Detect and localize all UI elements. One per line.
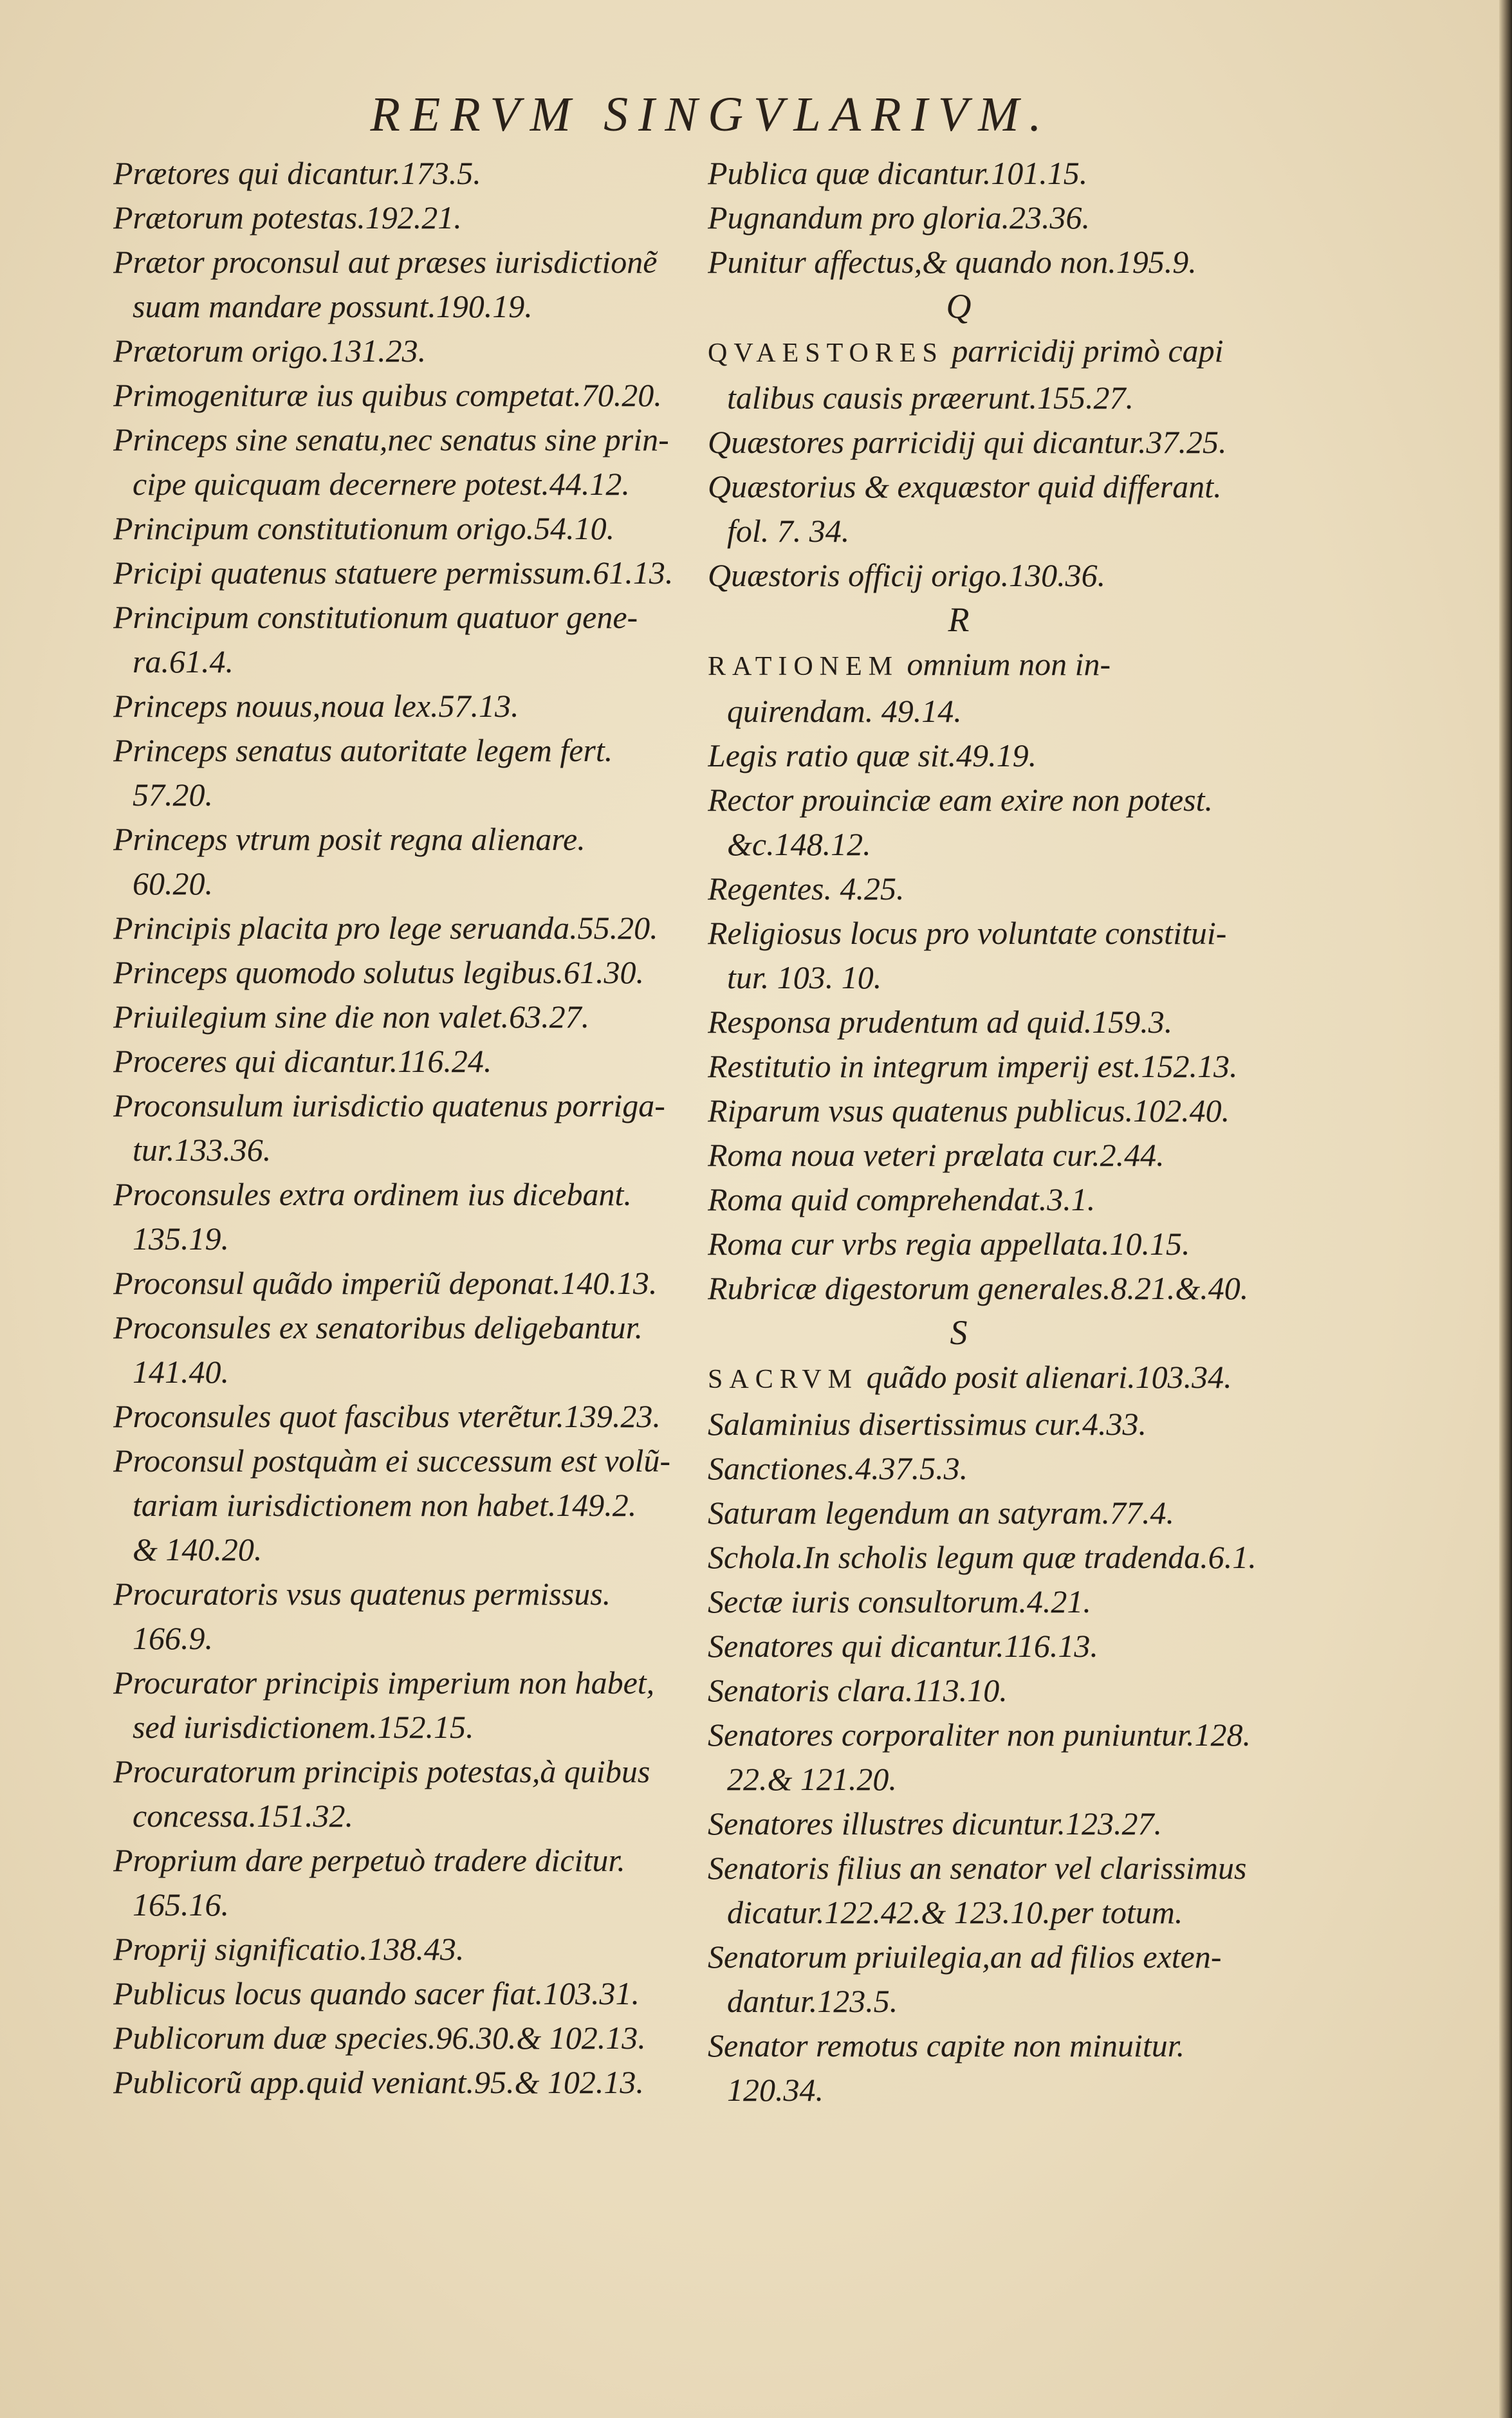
index-entry [708,1133,1280,1177]
entry-line: Quæstoris officij origo.130.36. [708,557,1106,593]
entry-line: Restitutio in integrum imperij est.152.13. [708,1048,1238,1084]
entry-line: Rubricæ digestorum generales.8.21.&.40. [708,1270,1249,1306]
entry-line: Senatoris clara.113.10. [708,1672,1008,1708]
index-entry [708,1535,1280,1580]
running-head: RERVM SINGVLARIVM. [370,88,1052,142]
index-entry [708,867,1280,911]
entry-line: Principum constitutionum origo.54.10. [113,510,615,546]
index-entry [708,642,1280,734]
entry-continuation: 135.19. [133,1221,229,1257]
section-letter: Q [946,287,972,326]
index-entry [113,373,679,418]
entry-line: Roma quid comprehendat.3.1. [708,1181,1096,1217]
index-entry [113,1838,679,1927]
entry-continuation: 165.16. [133,1887,229,1923]
entry-continuation: tur.133.36. [133,1132,272,1168]
entry-continuation: 22.& 121.20. [727,1761,897,1797]
entry-continuation: dicatur.122.42.& 123.10.per totum. [727,1894,1183,1930]
entry-line: Legis ratio quæ sit.49.19. [708,737,1037,773]
entry-line: Procuratorum principis potestas,à quibus [113,1753,650,1789]
left-column [113,151,679,2105]
entry-line: Prætorum potestas.192.21. [113,199,462,235]
index-entry [113,329,679,373]
entry-line: Prætorum origo.131.23. [113,333,427,369]
index-entry [113,1661,679,1749]
entry-line: Publicorum duæ species.96.30.& 102.13. [113,2020,646,2056]
index-entry [113,1927,679,1971]
index-entry [708,1846,1280,1935]
entry-continuation: 141.40. [133,1354,229,1390]
index-entry [113,1394,679,1439]
entry-line: Senatoris filius an senator vel clarissimus [708,1850,1247,1886]
index-entry [113,1439,679,1572]
entry-line: Roma cur vrbs regia appellata.10.15. [708,1226,1190,1262]
entry-line: Senatores illustres dicuntur.123.27. [708,1805,1163,1841]
entry-continuation: quirendam. 49.14. [727,693,962,729]
entry-line: Pugnandum pro gloria.23.36. [708,199,1090,235]
index-entry [708,1222,1280,1266]
entry-line: Proconsul postquàm ei successum est volũ- [113,1443,671,1479]
entry-continuation: 60.20. [133,865,213,901]
entry-continuation: sed iurisdictionem.152.15. [133,1709,474,1745]
entry-line: Princeps quomodo solutus legibus.61.30. [113,954,644,990]
index-entry [113,1039,679,1084]
index-entry [113,1172,679,1261]
index-entry [708,553,1280,598]
index-entry [708,1935,1280,2024]
index-entry [113,684,679,728]
index-entry [708,1580,1280,1624]
entry-line: Senatores qui dicantur.116.13. [708,1628,1098,1664]
index-entry [113,2016,679,2060]
entry-continuation: fol. 7. 34. [727,513,850,549]
index-entry [708,911,1280,1000]
index-entry [708,1446,1280,1491]
index-entry [113,418,679,506]
index-entry [113,1572,679,1661]
entry-line: Senatorum priuilegia,an ad filios exten- [708,1939,1222,1975]
entry-line: Senator remotus capite non minuitur. [708,2027,1185,2063]
entry-continuation: tariam iurisdictionem non habet.149.2. [133,1487,637,1523]
entry-line: Pricipi quatenus statuere permissum.61.13. [113,555,674,591]
index-entry [708,1089,1280,1133]
entry-line: Priuilegium sine die non valet.63.27. [113,999,590,1035]
entry-line: Quæstorius & exquæstor quid differant. [708,468,1222,504]
entry-line: Senatores corporaliter non puniuntur.128. [708,1717,1251,1753]
entry-continuation: & 140.20. [133,1531,263,1567]
entry-line: Publicorũ app.quid veniant.95.& 102.13. [113,2064,644,2100]
entry-continuation: 166.9. [133,1620,213,1656]
index-entry [708,151,1280,196]
index-entry [708,1491,1280,1535]
index-entry [708,240,1280,284]
entry-line: RATIONEM omnium non in- [708,646,1111,682]
entry-line: Principis placita pro lege seruanda.55.20. [113,910,658,946]
index-entry [113,906,679,950]
entry-line: Rector prouinciæ eam exire non potest. [708,782,1213,818]
entry-line: Procurator principis imperium non habet, [113,1665,655,1701]
entry-line: Procuratoris vsus quatenus permissus. [113,1576,611,1612]
entry-line: Proconsules extra ordinem ius dicebant. [113,1176,632,1212]
entry-line: SACRVM quãdo posit alienari.103.34. [708,1359,1232,1395]
index-entry [113,151,679,196]
page-edge-shadow [1499,0,1512,2418]
index-entry [708,1177,1280,1222]
entry-line: Salaminius disertissimus cur.4.33. [708,1406,1147,1442]
entry-continuation: cipe quicquam decernere potest.44.12. [133,466,630,502]
entry-line: Publicus locus quando sacer fiat.103.31. [113,1975,640,2011]
entry-continuation: 57.20. [133,777,213,813]
section-letter: S [950,1313,968,1352]
entry-line: Regentes. 4.25. [708,871,905,907]
entry-line: QVAESTORES parricidij primò capi [708,333,1224,369]
index-entry [708,420,1280,465]
entry-line: Proprij significatio.138.43. [113,1931,465,1967]
entry-line: Sanctiones.4.37.5.3. [708,1450,968,1486]
entry-line: Religiosus locus pro voluntate constitui- [708,915,1227,951]
index-entry [113,595,679,684]
entry-line: Proconsul quãdo imperiũ deponat.140.13. [113,1265,658,1301]
index-entry [113,1261,679,1306]
entry-continuation: concessa.151.32. [133,1798,353,1834]
entry-line: Princeps senatus autoritate legem fert. [113,732,613,768]
entry-continuation: tur. 103. 10. [727,959,882,995]
index-entry [708,1802,1280,1846]
index-entry [708,1355,1280,1402]
entry-line: Punitur affectus,& quando non.195.9. [708,244,1197,280]
entry-line: Proconsulum iurisdictio quatenus porriga- [113,1087,665,1123]
entry-line: Proprium dare perpetuò tradere dicitur. [113,1842,625,1878]
index-entry [113,551,679,595]
entry-line: Sectæ iuris consultorum.4.21. [708,1583,1091,1620]
index-entry [708,1402,1280,1446]
entry-line: Schola.In scholis legum quæ tradenda.6.1. [708,1539,1257,1575]
index-entry [708,1000,1280,1044]
entry-line: Princeps sine senatu,nec senatus sine prin- [113,421,669,457]
index-entry [113,2060,679,2105]
index-entry [113,728,679,817]
entry-line: Primogenituræ ius quibus competat.70.20. [113,377,662,413]
entry-continuation: 120.34. [727,2072,824,2108]
index-entry [708,1266,1280,1311]
entry-continuation: talibus causis præerunt.155.27. [727,380,1134,416]
entry-line: Prætor proconsul aut præses iurisdictionẽ [113,244,658,280]
index-entry [708,196,1280,240]
index-entry [708,734,1280,778]
entry-continuation: dantur.123.5. [727,1983,898,2019]
index-entry [113,1306,679,1394]
entry-line: Riparum vsus quatenus publicus.102.40. [708,1093,1230,1129]
index-entry [113,240,679,329]
index-entry [708,2024,1280,2112]
index-entry [708,329,1280,420]
entry-line: Saturam legendum an satyram.77.4. [708,1495,1174,1531]
entry-line: Principum constitutionum quatuor gene- [113,599,638,635]
entry-line: Princeps nouus,noua lex.57.13. [113,688,519,724]
entry-line: Quæstores parricidij qui dicantur.37.25. [708,424,1227,460]
entry-line: Roma noua veteri prælata cur.2.44. [708,1137,1165,1173]
entry-line: Prætores qui dicantur.173.5. [113,155,481,191]
index-entry [113,995,679,1039]
index-entry [708,465,1280,553]
index-entry [113,506,679,551]
index-entry [113,1971,679,2016]
index-entry [113,196,679,240]
entry-line: Publica quæ dicantur.101.15. [708,155,1088,191]
entry-line: Princeps vtrum posit regna alienare. [113,821,585,857]
right-column [708,151,1280,2112]
entry-continuation: suam mandare possunt.190.19. [133,288,533,324]
entry-line: Responsa prudentum ad quid.159.3. [708,1004,1173,1040]
entry-line: Proconsules quot fascibus vterẽtur.139.23. [113,1398,661,1434]
entry-line: Proceres qui dicantur.116.24. [113,1043,492,1079]
entry-line: Proconsules ex senatoribus deligebantur. [113,1309,643,1345]
index-entry [708,778,1280,867]
entry-continuation: &c.148.12. [727,826,871,862]
index-entry [708,1668,1280,1713]
entry-continuation: ra.61.4. [133,643,234,679]
index-entry [113,1084,679,1172]
index-entry [708,1044,1280,1089]
index-entry [708,1624,1280,1668]
index-entry [113,817,679,906]
section-letter: R [948,600,970,639]
index-entry [708,1713,1280,1802]
index-entry [113,1749,679,1838]
index-entry [113,950,679,995]
